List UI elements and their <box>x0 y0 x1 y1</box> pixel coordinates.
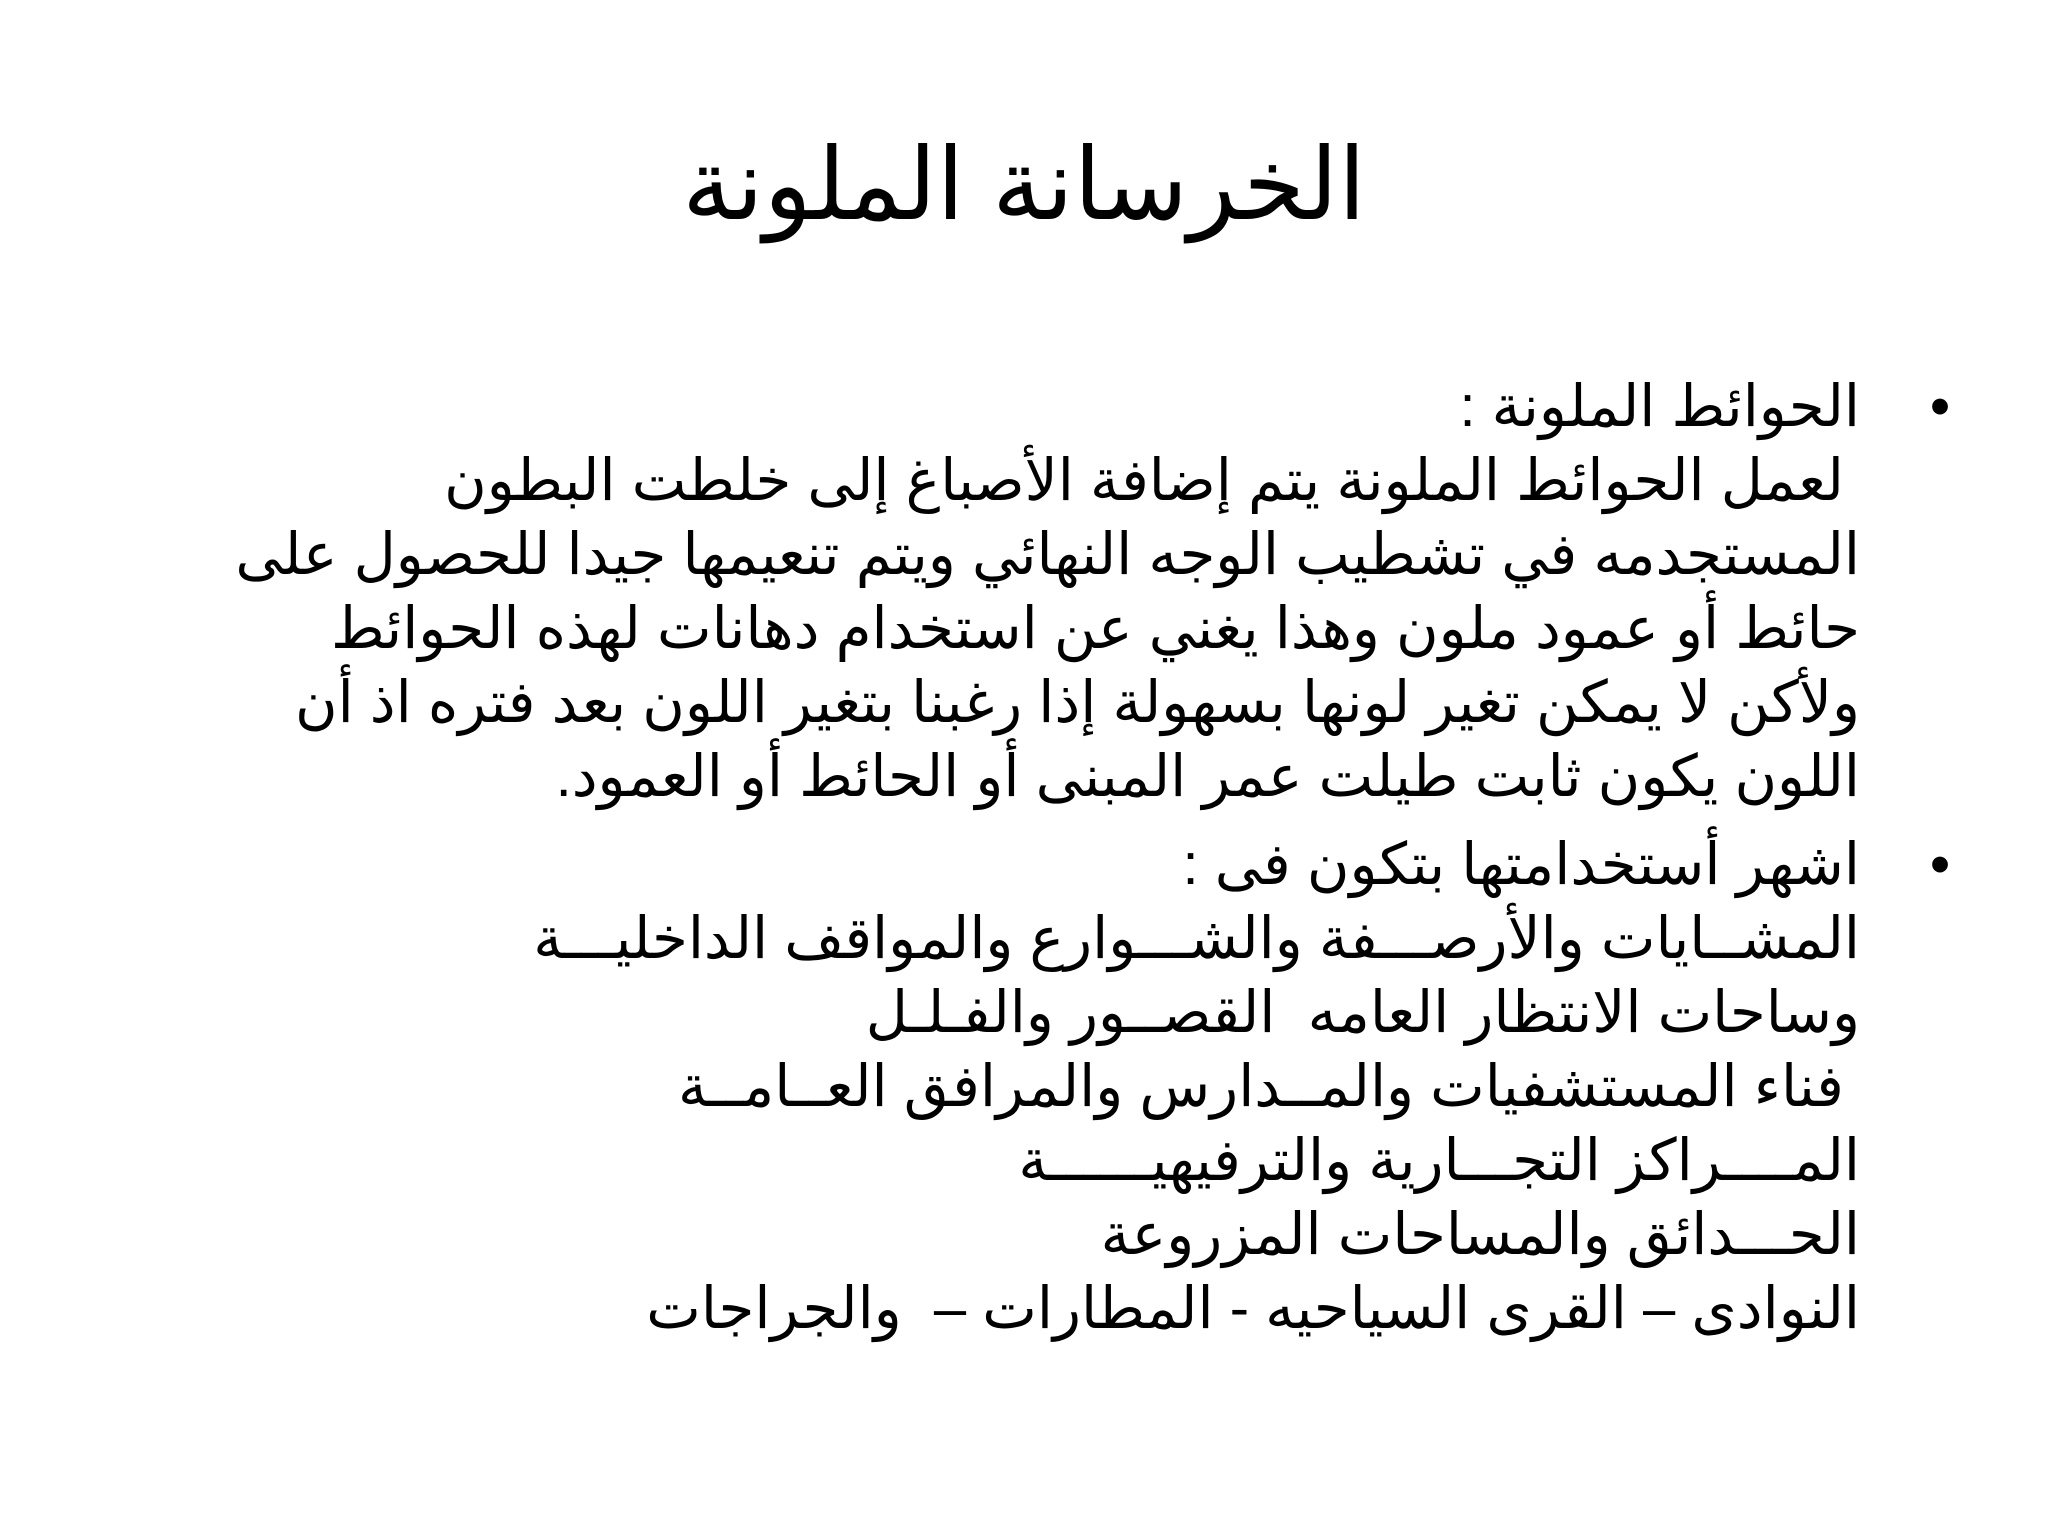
text-line: النوادى – القرى السياحيه - المطارات – والجراجات <box>646 1276 1860 1341</box>
bullet-heading: اشهر أستخدامتها بتكون فى : <box>1182 832 1860 897</box>
text-line: المشــايات والأرصـــفة والشـــوارع والمواقف الداخليـــة <box>533 906 1860 971</box>
text-line: المــــراكز التجـــارية والترفيهيــــــة <box>1018 1128 1860 1193</box>
bullet-marker: • <box>1929 832 1951 897</box>
bullet-marker: • <box>1929 374 1951 439</box>
slide-content <box>150 370 1951 1360</box>
slide-title: الخرسانة الملونة <box>682 129 1366 241</box>
bullet-common-uses <box>150 828 1951 1346</box>
text-line: لعمل الحوائط الملونة يتم إضافة الأصباغ إلى خلطت البطون <box>444 448 1860 513</box>
text-line: ولأكن لا يمكن تغير لونها بسهولة إذا رغبنا بتغير اللون بعد فتره اذ أن <box>294 670 1860 735</box>
text-line: وساحات الانتظار العامه القصــور والفـلـل <box>865 980 1860 1045</box>
bullet-colored-walls <box>150 370 1951 814</box>
text-line: المستجدمه في تشطيب الوجه النهائي ويتم تنعيمها جيدا للحصول على <box>235 522 1860 587</box>
text-line: الحـــدائق والمساحات المزروعة <box>1100 1202 1860 1267</box>
text-line: حائط أو عمود ملون وهذا يغني عن استخدام دهانات لهذه الحوائط <box>331 596 1860 661</box>
text-line: فناء المستشفيات والمــدارس والمرافق العــامــة <box>678 1054 1860 1119</box>
text-line: اللون يكون ثابت طيلت عمر المبنى أو الحائط أو العمود. <box>555 744 1860 809</box>
bullet-heading: الحوائط الملونة : <box>1459 374 1860 439</box>
